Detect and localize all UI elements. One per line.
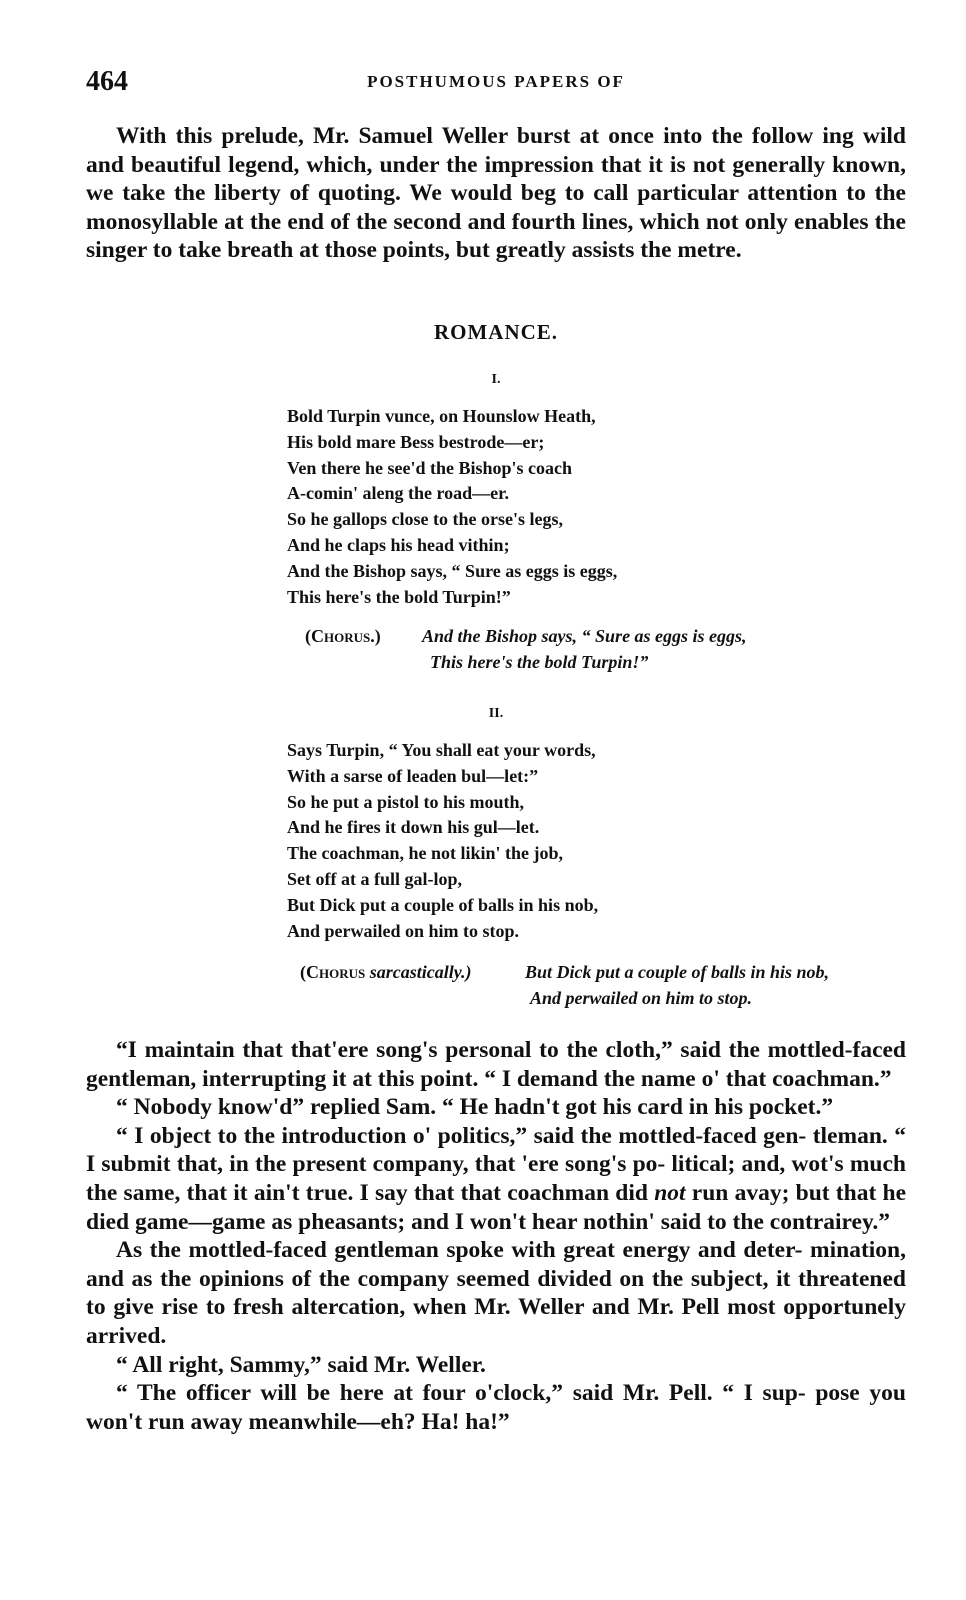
verse-line: Says Turpin, “ You shall eat your words, [287, 740, 596, 760]
chorus-label-word: Chorus [306, 962, 366, 982]
verse-line: A-comin' aleng the road—er. [287, 483, 509, 504]
paragraph: “ All right, Sammy,” said Mr. Weller. [116, 1351, 486, 1378]
paragraph: “I maintain that that'ere song's personal to the cloth,” said the mottled-faced gentleman, interrupting it at this point. “ I demand the name o' that coachman.” [86, 1037, 906, 1092]
paragraph: “ Nobody know'd” replied Sam. “ He hadn't got his card in his pocket.” [116, 1094, 834, 1121]
verse-line: With a sarse of leaden bul—let:” [287, 765, 539, 786]
stanza-2 [287, 738, 847, 944]
paragraph-part: “ I object to the introduction o' politics,” said the mottled-faced gen- tleman. “ I submit that, in the present company, that 'ere song's po- litical; and, wot's much the same, that it ain't true. I say that that coachman did [86, 1122, 906, 1206]
chorus-line: And the Bishop says, “ Sure as eggs is eggs, [422, 626, 747, 646]
body-text [86, 1036, 906, 1436]
paragraph: “ The officer will be here at four o'clock,” said Mr. Pell. “ I sup- pose you won't run away meanwhile—eh? Ha! ha!” [86, 1380, 906, 1435]
verse-line: And the Bishop says, “ Sure as eggs is eggs, [287, 560, 618, 581]
paragraph [86, 1122, 906, 1236]
verse-line: But Dick put a couple of balls in his nob, [287, 894, 599, 915]
stanza-1 [287, 404, 847, 610]
intro-paragraph: With this prelude, Mr. Samuel Weller burst at once into the follow ing wild and beautiful legend, which, under the impression that it is not generally known, we take the liberty of quoting. We would beg to call particular attention to the monosyllable at the end of the second and fourth lines, which not only enables the singer to take breath at those points, but greatly assists the metre. [86, 123, 906, 264]
verse-line: This here's the bold Turpin!” [287, 586, 511, 607]
stanza-number-2: II. [488, 706, 504, 721]
running-head: POSTHUMOUS PAPERS OF [367, 72, 625, 91]
intro-paragraph-block [86, 122, 906, 265]
verse-line: His bold mare Bess bestrode—er; [287, 431, 545, 452]
verse-line: And he claps his head vithin; [287, 534, 510, 555]
paragraph: As the mottled-faced gentleman spoke with great energy and deter- mination, and as the opinions of the company seemed divided on the subject, it threatened to give rise to fresh altercation, when Mr. Weller and Mr. Pell most opportunely arrived. [86, 1237, 906, 1349]
emphasized-word: not [654, 1179, 686, 1206]
page-header [86, 66, 906, 100]
verse-line: Bold Turpin vunce, on Hounslow Heath, [287, 406, 596, 426]
chorus-line: This here's the bold Turpin!” [430, 652, 649, 672]
verse-line: And perwailed on him to stop. [287, 920, 520, 941]
paragraph-part: run avay; but that he died game—game as pheasants; and I won't hear nothin' said to the contrairey.” [86, 1179, 907, 1235]
chorus-line: But Dick put a couple of balls in his nob, [525, 962, 830, 982]
romance-title: ROMANCE. [433, 320, 559, 344]
verse-line: Ven there he see'd the Bishop's coach [287, 457, 573, 478]
page-number: 464 [86, 66, 128, 97]
verse-line: The coachman, he not likin' the job, [287, 843, 564, 864]
chorus-label-direction: sarcastically.) [369, 962, 472, 982]
chorus-label-1: (Chorus.) [305, 626, 381, 646]
verse-line: And he fires it down his gul—let. [287, 817, 540, 838]
chorus-label-2 [300, 960, 472, 985]
verse-line: Set off at a full gal-lop, [287, 868, 462, 889]
verse-line: So he gallops close to the orse's legs, [287, 509, 563, 530]
stanza-number-1: I. [491, 372, 501, 387]
chorus-label-open: ( [300, 962, 306, 982]
chorus-line: And perwailed on him to stop. [530, 988, 753, 1008]
verse-line: So he put a pistol to his mouth, [287, 791, 525, 812]
